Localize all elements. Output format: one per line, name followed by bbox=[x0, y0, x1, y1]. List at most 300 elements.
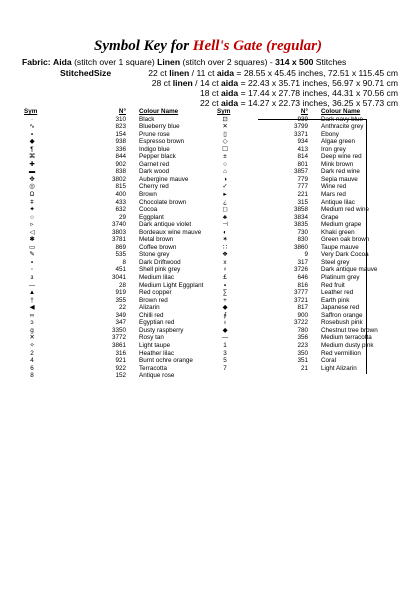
thread-number-cell: 355 bbox=[115, 296, 126, 304]
symbol-cell: ◦ bbox=[30, 266, 34, 274]
thread-number-cell: 349 bbox=[115, 311, 126, 319]
symbol-cell: ⊡ bbox=[222, 115, 228, 123]
table-row bbox=[217, 251, 391, 259]
table-row bbox=[217, 312, 391, 320]
table-row bbox=[217, 334, 391, 342]
table-row bbox=[217, 146, 391, 154]
table-row bbox=[217, 131, 391, 139]
colour-name-cell: Leather red bbox=[321, 289, 354, 297]
table-row bbox=[217, 259, 391, 267]
dimension-line: 28 ct linen / 14 ct aida = 22.43 x 35.71 inches, 56.97 x 90.71 cm bbox=[151, 78, 398, 88]
symbol-cell: ◇ bbox=[222, 138, 228, 146]
table-row bbox=[24, 131, 229, 139]
symbol-cell: 2 bbox=[30, 349, 34, 357]
thread-number-cell: 317 bbox=[297, 258, 308, 266]
fabric-aida-note: (stitch over 1 square) bbox=[74, 57, 155, 67]
colour-name-cell: Mars red bbox=[321, 191, 346, 199]
thread-number-cell: 3860 bbox=[293, 243, 308, 251]
symbol-key-table-right bbox=[217, 108, 391, 372]
colour-name-cell: Prune rose bbox=[139, 130, 170, 138]
symbol-cell: ♀ bbox=[222, 266, 228, 274]
dimension-line: 22 ct aida = 14.27 x 22.73 inches, 36.25 x 57.73 cm bbox=[199, 98, 398, 108]
colour-name-cell: Garnet red bbox=[139, 160, 170, 168]
colour-name-cell: Rosy tan bbox=[139, 334, 164, 342]
table-row bbox=[24, 312, 229, 320]
table-row bbox=[217, 319, 391, 327]
header-num: N° bbox=[300, 108, 308, 115]
colour-name-cell: Dark red wine bbox=[321, 168, 360, 176]
symbol-cell: ◀ bbox=[29, 304, 35, 312]
table-row bbox=[24, 357, 229, 365]
colour-name-cell: Dusty raspberry bbox=[139, 326, 184, 334]
symbol-cell: ○ bbox=[223, 160, 227, 168]
thread-number-cell: 351 bbox=[297, 357, 308, 365]
symbol-cell: 1 bbox=[223, 341, 227, 349]
symbol-cell: 8 bbox=[30, 372, 34, 380]
table-row bbox=[217, 282, 391, 290]
table-row bbox=[217, 357, 391, 365]
colour-name-cell: Platinum grey bbox=[321, 274, 360, 282]
table-row bbox=[24, 168, 229, 176]
thread-number-cell: 632 bbox=[115, 206, 126, 214]
colour-name-cell: Espresso brown bbox=[139, 138, 185, 146]
colour-name-cell: Alizarin bbox=[139, 304, 160, 312]
thread-number-cell: 28 bbox=[118, 281, 126, 289]
title-pattern-name: Hell's Gate (regular) bbox=[192, 38, 322, 54]
table-row bbox=[24, 221, 229, 229]
thread-number-cell: 938 bbox=[115, 138, 126, 146]
colour-name-cell: Medium Light Eggplant bbox=[139, 281, 204, 289]
table-row bbox=[217, 161, 391, 169]
thread-number-cell: 3861 bbox=[111, 341, 126, 349]
colour-name-cell: Very Dark Cocoa bbox=[321, 251, 369, 259]
table-row bbox=[24, 183, 229, 191]
table-row bbox=[217, 342, 391, 350]
dimension-line: 22 ct linen / 11 ct aida = 28.55 x 45.45 inches, 72.51 x 115.45 cm bbox=[148, 68, 398, 78]
symbol-cell: ¶ bbox=[30, 145, 34, 153]
page-title bbox=[0, 38, 416, 55]
symbol-cell: ∮ bbox=[223, 311, 227, 319]
colour-name-cell: Dark antique violet bbox=[139, 221, 192, 229]
thread-number-cell: 817 bbox=[297, 304, 308, 312]
colour-name-cell: Indigo blue bbox=[139, 145, 170, 153]
symbol-cell: ⌘ bbox=[28, 153, 36, 161]
symbol-cell: ɜ bbox=[30, 274, 34, 282]
symbol-cell: ▪ bbox=[30, 258, 34, 266]
colour-name-cell: Dark wood bbox=[139, 168, 170, 176]
symbol-cell: · bbox=[30, 115, 34, 123]
thread-number-cell: 3781 bbox=[111, 236, 126, 244]
symbol-cell: ✧ bbox=[29, 341, 35, 349]
symbol-cell: ɔ bbox=[30, 319, 34, 327]
thread-number-cell: 3802 bbox=[111, 175, 126, 183]
colour-name-cell: Burnt ochre orange bbox=[139, 357, 193, 365]
colour-name-cell: Antique lilac bbox=[321, 198, 355, 206]
table-row bbox=[217, 176, 391, 184]
colour-name-cell: Medium grape bbox=[321, 221, 362, 229]
thread-number-cell: 433 bbox=[115, 198, 126, 206]
thread-number-cell: 310 bbox=[115, 115, 126, 123]
thread-number-cell: 3835 bbox=[293, 221, 308, 229]
table-row bbox=[217, 183, 391, 191]
thread-number-cell: 730 bbox=[297, 228, 308, 236]
thread-number-cell: 3857 bbox=[293, 168, 308, 176]
thread-number-cell: 221 bbox=[297, 191, 308, 199]
thread-number-cell: 316 bbox=[115, 349, 126, 357]
colour-name-cell: Steel grey bbox=[321, 258, 350, 266]
table-row bbox=[24, 146, 229, 154]
fabric-label: Fabric: bbox=[22, 57, 51, 67]
thread-number-cell: 535 bbox=[115, 251, 126, 259]
colour-name-cell: Medium terracotta bbox=[321, 334, 372, 342]
thread-number-cell: 902 bbox=[115, 160, 126, 168]
colour-name-cell: Red copper bbox=[139, 289, 172, 297]
symbol-cell: ○ bbox=[30, 213, 34, 221]
table-row bbox=[24, 274, 229, 282]
table-row bbox=[24, 161, 229, 169]
thread-number-cell: 816 bbox=[297, 281, 308, 289]
symbol-cell: 3 bbox=[223, 349, 227, 357]
fabric-stitches: Stitches bbox=[315, 57, 347, 67]
symbol-cell: ◻ bbox=[222, 206, 228, 214]
table-row bbox=[24, 191, 229, 199]
thread-number-cell: 646 bbox=[297, 274, 308, 282]
table-row bbox=[24, 244, 229, 252]
table-row bbox=[217, 327, 391, 335]
symbol-cell: ± bbox=[223, 153, 227, 161]
symbol-cell: ◁ bbox=[29, 228, 35, 236]
thread-number-cell: 315 bbox=[297, 198, 308, 206]
symbol-cell: ◆ bbox=[29, 138, 35, 146]
colour-name-cell: Medium dusty pink bbox=[321, 341, 374, 349]
table-row bbox=[217, 289, 391, 297]
symbol-cell: ♣ bbox=[222, 213, 228, 221]
table-row bbox=[24, 138, 229, 146]
table-row bbox=[217, 206, 391, 214]
header-num: N° bbox=[118, 108, 126, 115]
colour-name-cell: Grape bbox=[321, 213, 339, 221]
table-row bbox=[24, 304, 229, 312]
fabric-linen: Linen bbox=[157, 57, 181, 67]
fabric-linen-note: (stitch over 2 squares) - bbox=[182, 57, 273, 67]
symbol-cell: — bbox=[28, 281, 36, 289]
symbol-cell: ∿ bbox=[29, 123, 35, 131]
symbol-cell: ∷ bbox=[222, 243, 227, 251]
table-row bbox=[24, 289, 229, 297]
thread-number-cell: 400 bbox=[115, 191, 126, 199]
table-row bbox=[217, 138, 391, 146]
colour-name-cell: Bordeaux wine mauve bbox=[139, 228, 202, 236]
colour-name-cell: Cocoa bbox=[139, 206, 158, 214]
thread-number-cell: 780 bbox=[297, 326, 308, 334]
thread-number-cell: 223 bbox=[297, 341, 308, 349]
colour-name-cell: Red fruit bbox=[321, 281, 345, 289]
header-sym: Sym bbox=[24, 108, 38, 115]
colour-name-cell: Chestnut tree brown bbox=[321, 326, 378, 334]
table-row bbox=[24, 334, 229, 342]
thread-number-cell: 350 bbox=[297, 349, 308, 357]
table-row bbox=[24, 372, 229, 380]
colour-name-cell: Green oak brown bbox=[321, 236, 370, 244]
table-row bbox=[24, 116, 229, 124]
colour-name-cell: Khaki green bbox=[321, 228, 355, 236]
thread-number-cell: 3350 bbox=[111, 326, 126, 334]
thread-number-cell: 823 bbox=[115, 123, 126, 131]
table-header-row bbox=[217, 108, 391, 116]
thread-number-cell: 838 bbox=[115, 168, 126, 176]
header-sym: Sym bbox=[217, 108, 231, 115]
table-row bbox=[24, 123, 229, 131]
colour-name-cell: Medium lilac bbox=[139, 274, 174, 282]
colour-name-cell: Metal brown bbox=[139, 236, 174, 244]
colour-name-cell: Wine red bbox=[321, 183, 347, 191]
colour-name-cell: Chilli red bbox=[139, 311, 164, 319]
colour-name-cell: Heather lilac bbox=[139, 349, 174, 357]
symbol-cell: ❖ bbox=[222, 251, 228, 259]
table-row bbox=[217, 365, 391, 373]
thread-number-cell: 869 bbox=[115, 243, 126, 251]
symbol-cell: + bbox=[223, 296, 227, 304]
table-row bbox=[217, 221, 391, 229]
thread-number-cell: 8 bbox=[122, 258, 126, 266]
colour-name-cell: Ebony bbox=[321, 130, 339, 138]
table-row bbox=[217, 236, 391, 244]
thread-number-cell: 777 bbox=[297, 183, 308, 191]
symbol-cell: ◎ bbox=[29, 183, 35, 191]
table-row bbox=[24, 153, 229, 161]
thread-number-cell: 451 bbox=[115, 266, 126, 274]
colour-name-cell: Antique rose bbox=[139, 372, 175, 380]
table-row bbox=[24, 206, 229, 214]
colour-name-cell: Black bbox=[139, 115, 155, 123]
symbol-cell: ◑ bbox=[223, 175, 227, 183]
symbol-cell: 5 bbox=[223, 357, 227, 365]
stitched-size-label: StitchedSize bbox=[60, 68, 112, 78]
table-header-row bbox=[24, 108, 229, 116]
colour-name-cell: Coffee brown bbox=[139, 243, 177, 251]
symbol-cell: ✕ bbox=[29, 334, 35, 342]
colour-name-cell: Terracotta bbox=[139, 364, 167, 372]
thread-number-cell: 3041 bbox=[111, 274, 126, 282]
colour-name-cell: Red vermillion bbox=[321, 349, 361, 357]
colour-name-cell: Stone grey bbox=[139, 251, 170, 259]
table-row bbox=[217, 304, 391, 312]
symbol-cell: ▭ bbox=[29, 243, 35, 251]
colour-name-cell: Coral bbox=[321, 357, 337, 365]
symbol-cell: ⊣ bbox=[222, 221, 228, 229]
colour-name-cell: Mink brown bbox=[321, 160, 354, 168]
colour-name-cell: Pepper black bbox=[139, 153, 176, 161]
symbol-cell: ✶ bbox=[222, 236, 228, 244]
fabric-aida: Aida bbox=[53, 57, 72, 67]
colour-name-cell: Taupe mauve bbox=[321, 243, 359, 251]
thread-number-cell: 336 bbox=[115, 145, 126, 153]
divider-line bbox=[366, 119, 367, 374]
thread-number-cell: 3726 bbox=[293, 266, 308, 274]
thread-number-cell: 801 bbox=[297, 160, 308, 168]
symbol-key-table-left bbox=[24, 108, 229, 380]
table-row bbox=[217, 297, 391, 305]
thread-number-cell: 3803 bbox=[111, 228, 126, 236]
symbol-cell: ♁ bbox=[222, 319, 228, 327]
symbol-cell: ɡ bbox=[30, 326, 34, 334]
thread-number-cell: 3858 bbox=[293, 206, 308, 214]
symbol-cell: ✥ bbox=[29, 175, 35, 183]
thread-number-cell: 154 bbox=[115, 130, 126, 138]
colour-name-cell: Deep wine red bbox=[321, 153, 362, 161]
table-row bbox=[24, 327, 229, 335]
symbol-cell: ▪ bbox=[30, 130, 34, 138]
colour-name-cell: Chocolate brown bbox=[139, 198, 187, 206]
colour-name-cell: Light Alizarin bbox=[321, 364, 357, 372]
symbol-cell: 6 bbox=[30, 364, 34, 372]
symbol-cell: — bbox=[221, 334, 229, 342]
table-row bbox=[24, 297, 229, 305]
symbol-cell: ✦ bbox=[29, 206, 35, 214]
table-row bbox=[217, 191, 391, 199]
table-row bbox=[24, 259, 229, 267]
symbol-cell: £ bbox=[223, 274, 227, 282]
symbol-cell: Ω bbox=[29, 191, 35, 199]
thread-number-cell: 3722 bbox=[293, 319, 308, 327]
colour-name-cell: Algae green bbox=[321, 138, 355, 146]
thread-number-cell: 922 bbox=[115, 364, 126, 372]
colour-name-cell: Japanese red bbox=[321, 304, 360, 312]
symbol-cell: ✱ bbox=[29, 236, 35, 244]
thread-number-cell: 3834 bbox=[293, 213, 308, 221]
table-row bbox=[217, 168, 391, 176]
symbol-cell: ▸ bbox=[223, 191, 227, 199]
thread-number-cell: 815 bbox=[115, 183, 126, 191]
colour-name-cell: Shell pink grey bbox=[139, 266, 181, 274]
symbol-cell: ✕ bbox=[222, 123, 228, 131]
thread-number-cell: 152 bbox=[115, 372, 126, 380]
symbol-cell: ✚ bbox=[29, 160, 35, 168]
colour-name-cell: Saffron orange bbox=[321, 311, 363, 319]
colour-name-cell: Light taupe bbox=[139, 341, 171, 349]
table-row bbox=[24, 282, 229, 290]
symbol-cell: ∑ bbox=[222, 289, 228, 297]
title-prefix: Symbol Key for bbox=[94, 38, 190, 54]
thread-number-cell: 919 bbox=[115, 289, 126, 297]
table-row bbox=[217, 244, 391, 252]
colour-name-cell: Sepia mauve bbox=[321, 175, 358, 183]
symbol-cell: 7 bbox=[223, 364, 227, 372]
thread-number-cell: 356 bbox=[297, 334, 308, 342]
table-row bbox=[217, 153, 391, 161]
thread-number-cell: 934 bbox=[297, 138, 308, 146]
symbol-cell: ▪ bbox=[223, 281, 227, 289]
thread-number-cell: 3772 bbox=[111, 334, 126, 342]
symbol-cell: ◆ bbox=[222, 326, 228, 334]
colour-name-cell: Rosebush pink bbox=[321, 319, 363, 327]
fabric-line bbox=[22, 57, 346, 67]
colour-name-cell: Brown bbox=[139, 191, 157, 199]
thread-number-cell: 939 bbox=[297, 115, 308, 123]
thread-number-cell: 21 bbox=[300, 364, 308, 372]
header-colour-name: Colour Name bbox=[139, 108, 179, 115]
table-row bbox=[24, 199, 229, 207]
colour-name-cell: Eggplant bbox=[139, 213, 164, 221]
table-row bbox=[24, 236, 229, 244]
table-row bbox=[24, 350, 229, 358]
table-row bbox=[24, 229, 229, 237]
dimension-line: 18 ct aida = 17.44 x 27.78 inches, 44.31 x 70.56 cm bbox=[199, 88, 398, 98]
symbol-cell: ▬ bbox=[28, 168, 36, 176]
table-row bbox=[217, 123, 391, 131]
symbol-cell: ▯ bbox=[223, 130, 227, 138]
thread-number-cell: 3777 bbox=[293, 289, 308, 297]
symbol-cell: x bbox=[223, 258, 227, 266]
table-row bbox=[24, 251, 229, 259]
thread-number-cell: 844 bbox=[115, 153, 126, 161]
symbol-cell: ǂ bbox=[30, 198, 34, 206]
table-row bbox=[217, 274, 391, 282]
symbol-cell: ◆ bbox=[222, 304, 228, 312]
table-row bbox=[217, 199, 391, 207]
thread-number-cell: 347 bbox=[115, 319, 126, 327]
thread-number-cell: 814 bbox=[297, 153, 308, 161]
thread-number-cell: 29 bbox=[118, 213, 126, 221]
colour-name-cell: Dark antique mauve bbox=[321, 266, 378, 274]
colour-name-cell: Blueberry blue bbox=[139, 123, 180, 131]
thread-number-cell: 830 bbox=[297, 236, 308, 244]
table-row bbox=[24, 319, 229, 327]
colour-name-cell: Cherry red bbox=[139, 183, 169, 191]
thread-number-cell: 779 bbox=[297, 175, 308, 183]
thread-number-cell: 413 bbox=[297, 145, 308, 153]
colour-name-cell: Aubergine mauve bbox=[139, 175, 189, 183]
thread-number-cell: 9 bbox=[304, 251, 308, 259]
colour-name-cell: Earth pink bbox=[321, 296, 350, 304]
table-row bbox=[24, 342, 229, 350]
colour-name-cell: Brown red bbox=[139, 296, 168, 304]
symbol-cell: ▹ bbox=[30, 221, 34, 229]
colour-name-cell: Anthracite grey bbox=[321, 123, 364, 131]
thread-number-cell: 921 bbox=[115, 357, 126, 365]
symbol-cell: ⌂ bbox=[223, 168, 227, 176]
colour-name-cell: Egyptian red bbox=[139, 319, 175, 327]
colour-name-cell: Medium red wine bbox=[321, 206, 369, 214]
symbol-cell: † bbox=[30, 296, 34, 304]
thread-number-cell: 22 bbox=[118, 304, 126, 312]
symbol-cell: ▲ bbox=[28, 289, 36, 297]
symbol-cell: ◐ bbox=[223, 228, 227, 236]
symbol-cell: ☐ bbox=[222, 145, 228, 153]
thread-number-cell: 3799 bbox=[293, 123, 308, 131]
symbol-cell: ¿ bbox=[223, 198, 227, 206]
thread-number-cell: 3721 bbox=[293, 296, 308, 304]
table-row bbox=[24, 266, 229, 274]
thread-number-cell: 3371 bbox=[293, 130, 308, 138]
symbol-cell: ✎ bbox=[29, 251, 35, 259]
colour-name-cell: Iron grey bbox=[321, 145, 346, 153]
divider-line bbox=[258, 119, 366, 120]
table-row bbox=[217, 350, 391, 358]
table-row bbox=[24, 214, 229, 222]
table-row bbox=[217, 229, 391, 237]
symbol-cell: ✓ bbox=[222, 183, 228, 191]
fabric-size: 314 x 500 bbox=[275, 57, 314, 67]
symbol-cell: 4 bbox=[30, 357, 34, 365]
table-row bbox=[217, 214, 391, 222]
table-row bbox=[24, 365, 229, 373]
colour-name-cell: Dark Driftwood bbox=[139, 258, 181, 266]
colour-name-cell: Dark navy blue bbox=[321, 115, 363, 123]
header-colour-name: Colour Name bbox=[321, 108, 361, 115]
thread-number-cell: 3740 bbox=[111, 221, 126, 229]
table-row bbox=[24, 176, 229, 184]
